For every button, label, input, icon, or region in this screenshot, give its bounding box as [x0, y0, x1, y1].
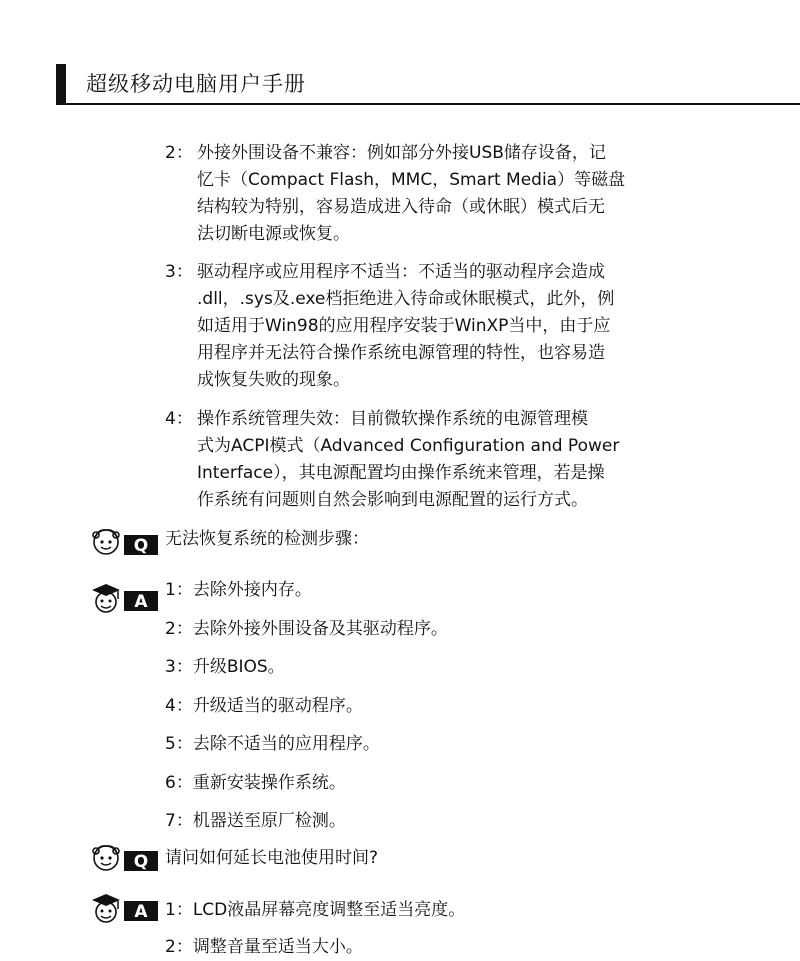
text-line: 作系统有问题则自然会影响到电源配置的运行方式。 [197, 490, 588, 510]
page-title: 超级移动电脑用户手册 [86, 72, 306, 96]
item-number: 3： [165, 262, 193, 282]
answer-step: 1：LCD液晶屏幕亮度调整至适当亮度。 [165, 900, 466, 920]
question-text: 请问如何延长电池使用时间? [165, 848, 379, 868]
text-line: 外接外围设备不兼容：例如部分外接USB储存设备，记 [197, 143, 606, 163]
text-line: 忆卡（Compact Flash，MMC，Smart Media）等磁盘 [197, 170, 626, 190]
answer-graduate-icon [88, 892, 160, 924]
header-bar [56, 64, 66, 105]
cause-item-4 [165, 406, 685, 514]
text-line: 式为ACPI模式（Advanced Configuration and Power [197, 436, 620, 456]
text-line: 用程序并无法符合操作系统电源管理的特性，也容易造 [197, 343, 605, 363]
item-text [197, 140, 685, 248]
answer-step: 3：升级BIOS。 [165, 657, 285, 677]
a-letter: A [134, 902, 148, 922]
answer-step: 6：重新安装操作系统。 [165, 773, 346, 793]
item-text [197, 406, 685, 514]
header-rule [66, 103, 800, 105]
q-letter: Q [133, 852, 149, 872]
text-line: 操作系统管理失效：目前微软操作系统的电源管理模 [197, 409, 588, 429]
item-number: 4： [165, 409, 193, 429]
cause-item-3 [165, 259, 685, 394]
question-girl-icon [88, 526, 160, 558]
question-text: 无法恢复系统的检测步骤： [165, 529, 369, 549]
text-line: Interface），其电源配置均由操作系统来管理，若是操 [197, 463, 605, 483]
answer-step: 5：去除不适当的应用程序。 [165, 734, 380, 754]
item-text [197, 259, 685, 394]
answer-graduate-icon [88, 582, 160, 614]
answer-step: 7：机器送至原厂检测。 [165, 811, 346, 831]
text-line: 驱动程序或应用程序不适当：不适当的驱动程序会造成 [197, 262, 605, 282]
text-line: 结构较为特别，容易造成进入待命（或休眠）模式后无 [197, 197, 605, 217]
answer-step: 1：去除外接内存。 [165, 580, 312, 600]
answer-step: 4：升级适当的驱动程序。 [165, 696, 363, 716]
text-line: 如适用于Win98的应用程序安装于WinXP当中，由于应 [197, 316, 611, 336]
text-line: 成恢复失败的现象。 [197, 370, 350, 390]
text-line: 法切断电源或恢复。 [197, 224, 350, 244]
q-letter: Q [133, 536, 149, 556]
question-girl-icon [88, 842, 160, 874]
cause-item-2 [165, 140, 685, 248]
a-letter: A [134, 592, 148, 612]
answer-step: 2：调整音量至适当大小。 [165, 937, 363, 957]
page-header [56, 62, 800, 106]
text-line: .dll，.sys及.exe档拒绝进入待命或休眠模式，此外，例 [197, 289, 615, 309]
item-number: 2： [165, 143, 193, 163]
answer-step: 2：去除外接外围设备及其驱动程序。 [165, 619, 448, 639]
